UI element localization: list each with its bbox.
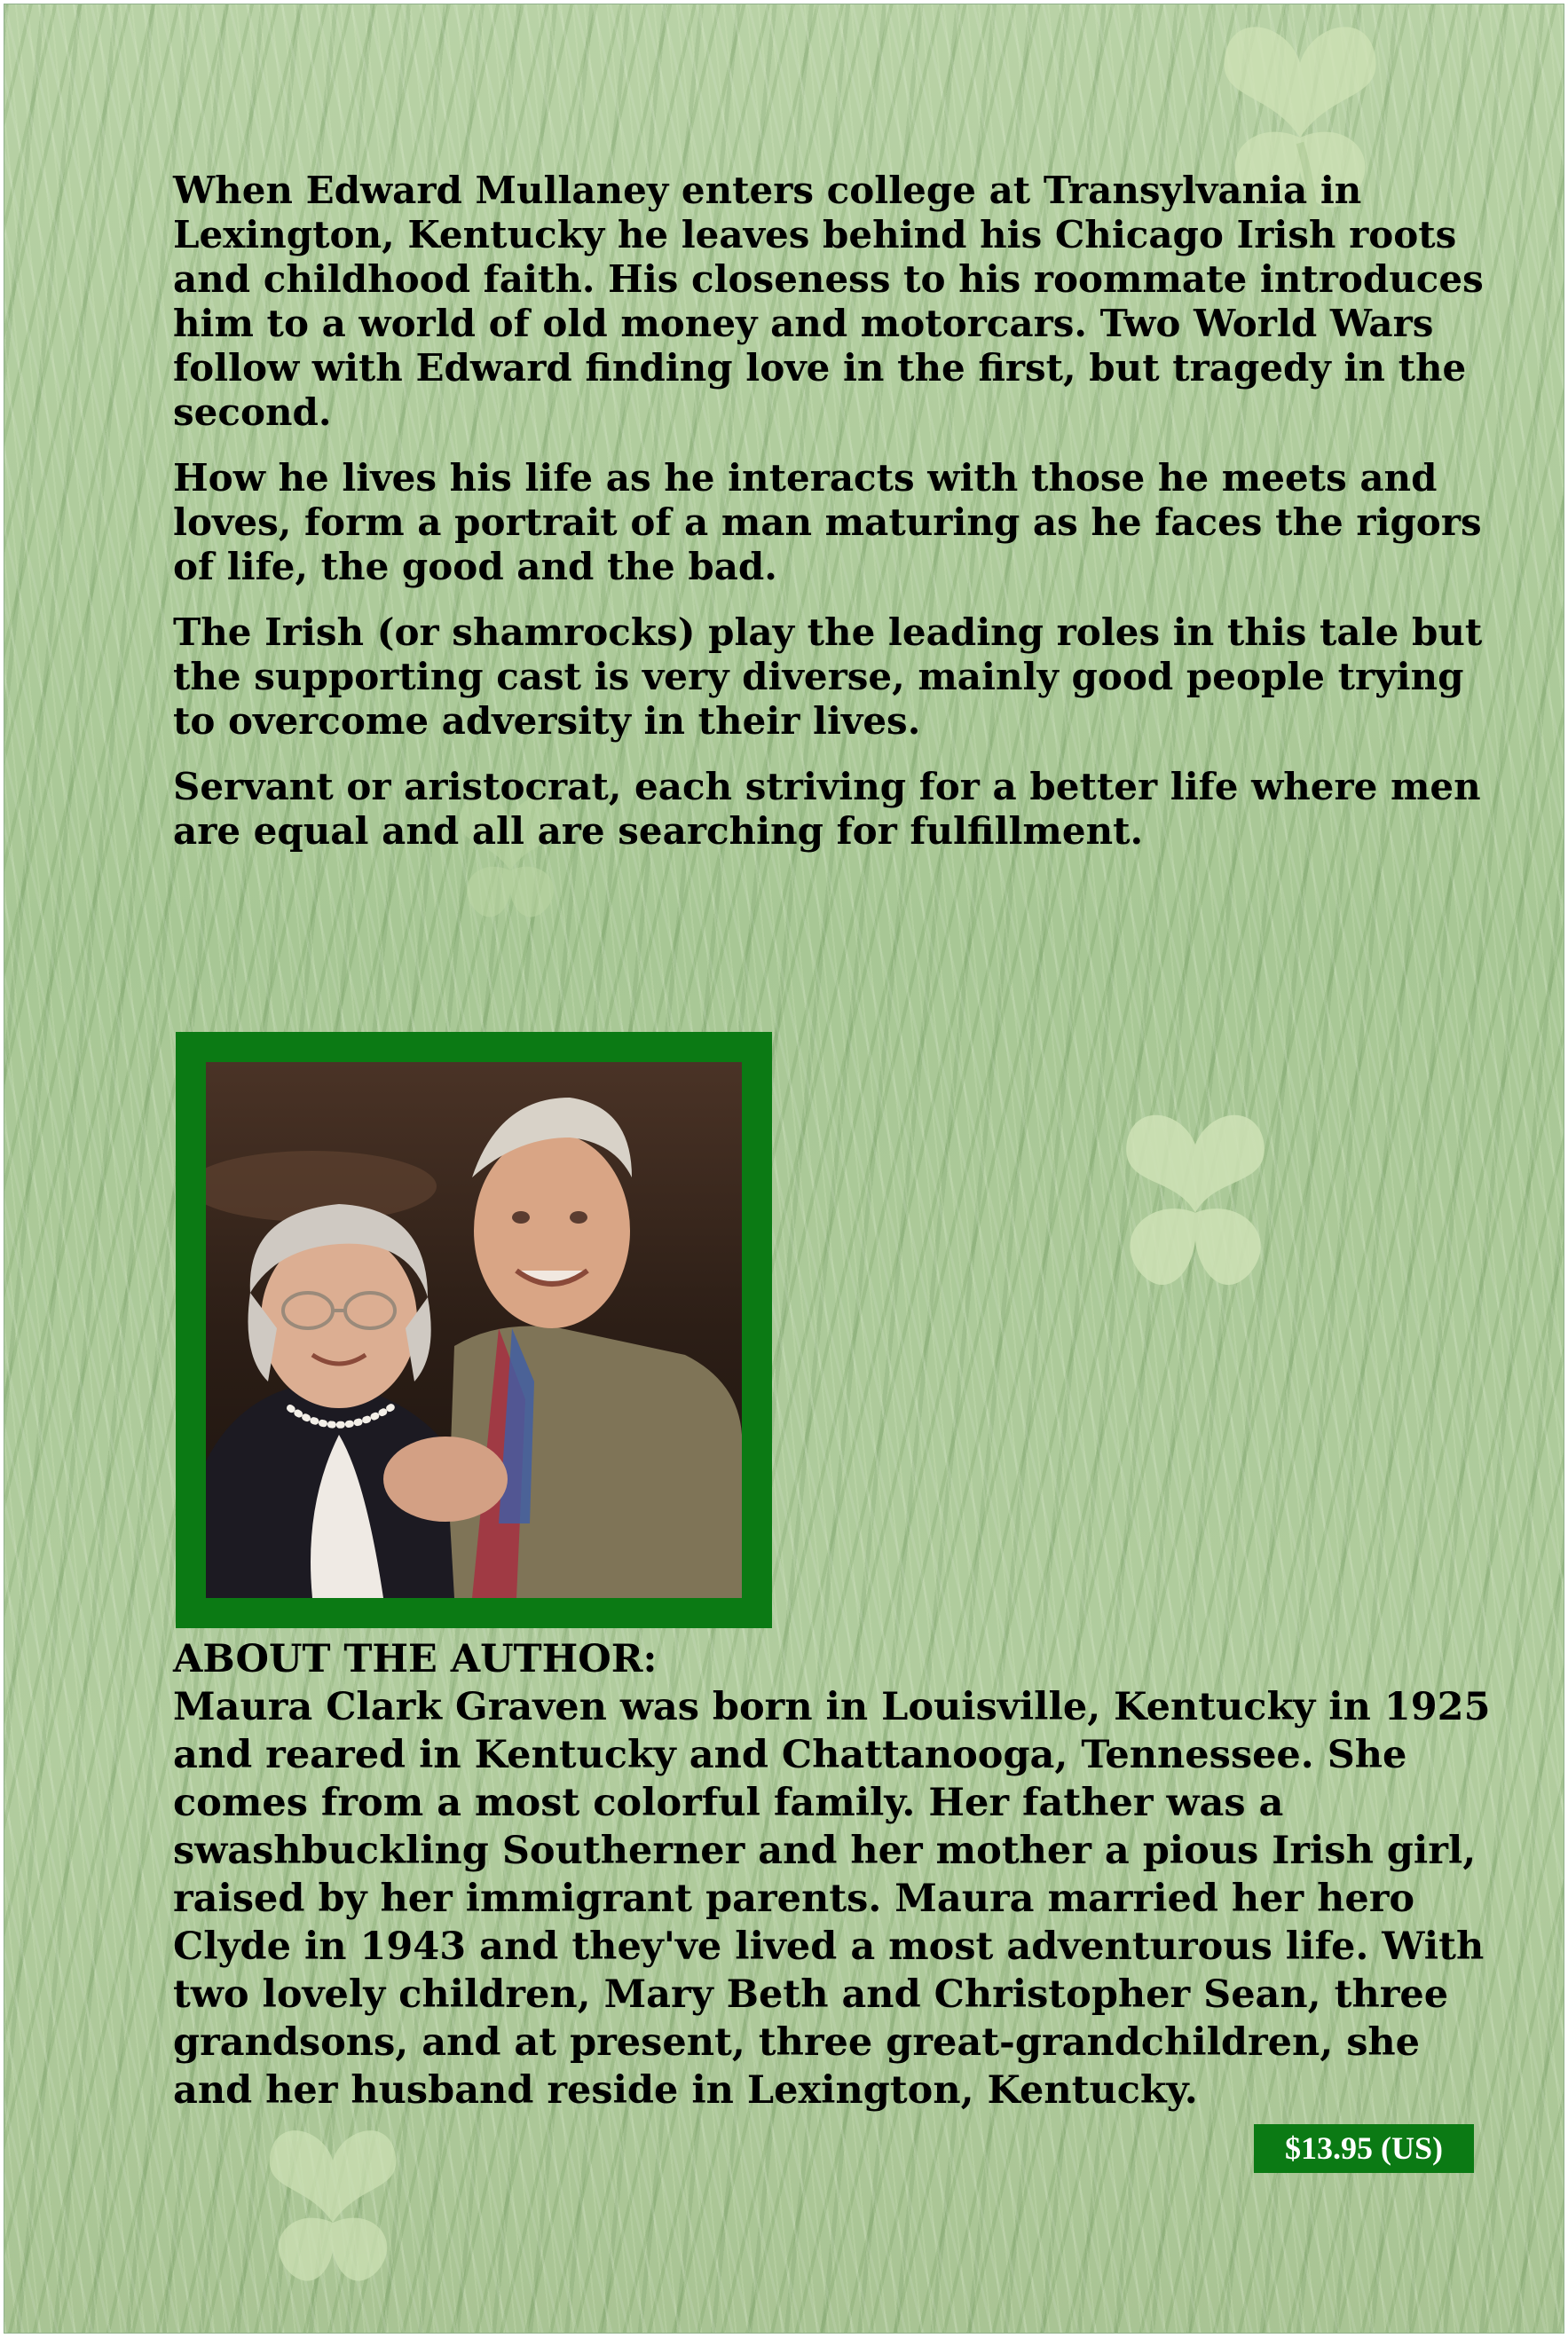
about-the-author xyxy=(173,1635,1504,2114)
shamrock-icon xyxy=(217,2116,448,2338)
blurb-paragraph: Servant or aristocrat, each striving for a better life where men are equal and all are searching for fulfillment. xyxy=(173,765,1481,853)
author-photo-frame xyxy=(176,1032,772,1628)
about-heading: ABOUT THE AUTHOR: xyxy=(173,1637,658,1681)
author-bio: Maura Clark Graven was born in Louisville, Kentucky in 1925 and reared in Kentucky and Chattanooga, Tennessee. She comes from a most colorful family. Her father was a swashbuckling Southerner and her mother a pious Irish girl, raised by her immigrant parents. Maura married her hero Clyde in 1943 and they've lived a most adventurous life. With two lovely children, Mary Beth and Christopher Sean, three grandsons, and at present, three great-grandchildren, she and her husband reside in Lexington, Kentucky. xyxy=(173,1685,1491,2113)
blurb-paragraph: When Edward Mullaney enters college at Transylvania in Lexington, Kentucky he leaves behind his Chicago Irish roots and childhood faith. His closeness to his roommate introduces him to a world of old money and motorcars. Two World Wars follow with Edward finding love in the first, but tragedy in the second. xyxy=(173,169,1484,434)
price-badge: $13.95 (US) xyxy=(1254,2124,1474,2173)
blurb-paragraph: The Irish (or shamrocks) play the leading roles in this tale but the supporting cast is very diverse, mainly good people trying to overcome adversity in their lives. xyxy=(173,610,1483,743)
blurb-paragraph: How he lives his life as he interacts with those he meets and loves, form a portrait of a man maturing as he faces the rigors of life, the good and the bad. xyxy=(173,456,1482,588)
back-cover xyxy=(4,4,1564,2334)
book-blurb xyxy=(173,169,1495,875)
author-photo xyxy=(206,1062,742,1598)
shamrock-icon xyxy=(1089,1101,1302,1358)
